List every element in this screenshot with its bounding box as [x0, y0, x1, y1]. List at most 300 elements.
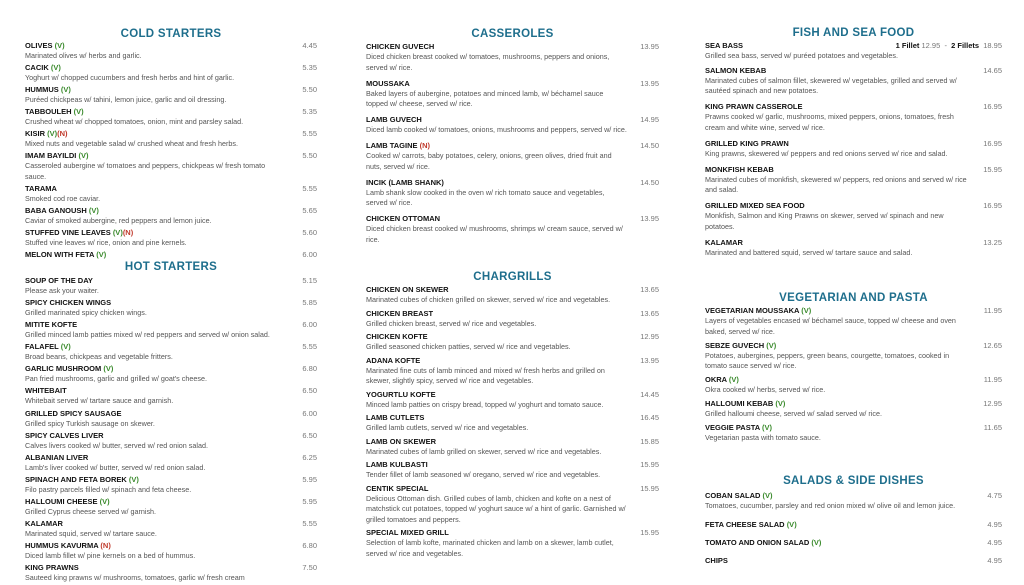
- item-price: 12.95: [640, 332, 659, 341]
- menu-item-stuffed-vine-leaves: [25, 228, 317, 249]
- vegetarian-tag: (V): [103, 364, 114, 374]
- item-name: KALAMAR: [705, 237, 743, 247]
- menu-item-garlic-mushroom: [25, 364, 317, 385]
- item-name: MONKFISH KEBAB: [705, 164, 774, 174]
- item-description: Grilled seasoned chicken patties, served w/ rice and vegetables.: [366, 342, 571, 351]
- item-name-line: [705, 165, 1002, 175]
- menu-item-king-prawns: [25, 563, 317, 584]
- menu-item-incik-lamb-shank: [366, 178, 659, 209]
- vegetarian-tag: (V): [54, 41, 65, 50]
- item-price: 6.00: [302, 249, 317, 259]
- item-price: 16.95: [983, 138, 1002, 148]
- item-description: Whitebait served w/ tartare sauce and garnish.: [25, 396, 174, 406]
- item-name-line: [25, 386, 317, 396]
- section-title: FISH AND SEA FOOD: [792, 27, 915, 39]
- menu-item-special-mixed-grill: [366, 528, 659, 559]
- vegetarian-tag: (V): [112, 227, 123, 237]
- vegetarian-tag: (V): [88, 205, 99, 215]
- vegetarian-tag: (V): [50, 63, 61, 72]
- item-price: 13.95: [640, 78, 659, 88]
- menu-item-lamb-tagine: [366, 141, 659, 172]
- vegetarian-tag: (V): [775, 399, 786, 408]
- item-name-line: [705, 238, 1002, 248]
- menu-item-hummus-kavurma: [25, 541, 317, 562]
- item-name-line: [366, 79, 659, 89]
- item-description: Yoghurt w/ chopped cucumbers and fresh herbs and hint of garlic.: [25, 73, 235, 82]
- item-name: CHICKEN ON SKEWER: [366, 285, 449, 294]
- item-name: CENTIK SPECIAL: [366, 483, 429, 493]
- item-price: 13.95: [640, 214, 659, 223]
- item-price: 6.80: [302, 541, 317, 551]
- item-price: 16.95: [983, 102, 1002, 111]
- item-price: 6.80: [302, 364, 317, 374]
- item-name: LAMB CUTLETS: [366, 413, 425, 422]
- item-price: 5.55: [302, 342, 317, 352]
- menu-item-soup-of-the-day: [25, 276, 317, 297]
- item-name: CHICKEN OTTOMAN: [366, 214, 441, 223]
- menu-item-kalamar: [25, 519, 317, 540]
- vegetarian-tag: (V): [786, 519, 797, 529]
- menu-item-melon-with-feta: [25, 250, 317, 260]
- item-name: VEGETARIAN MOUSSAKA: [705, 306, 800, 315]
- item-description: Mixed nuts and vegetable salad w/ crushed wheat and fresh herbs.: [25, 139, 238, 148]
- item-name: BABA GANOUSH: [25, 205, 87, 215]
- item-name: HALLOUMI KEBAB: [705, 399, 774, 408]
- item-name-line: [366, 42, 659, 52]
- item-name: LAMB ON SKEWER: [366, 436, 436, 446]
- vegetarian-tag: (V): [766, 340, 777, 350]
- item-description: Okra cooked w/ herbs, served w/ rice.: [705, 385, 826, 394]
- menu-item-hummus: [25, 85, 317, 106]
- item-name-line: [705, 520, 1002, 530]
- item-price: 5.35: [302, 63, 317, 72]
- item-description: Delicious Ottoman dish. Grilled cubes of lamb, chicken and kofte on a nest of matchstick cut potatoes, topped w/ yoghurt sauce w/ a hint of garlic. Garnished w/ grilled tomatoes and peppers.: [366, 493, 626, 524]
- item-name-line: [366, 285, 659, 295]
- item-name-line: [25, 184, 317, 194]
- section-hot-starters: [25, 260, 317, 585]
- item-name: CHIPS: [705, 555, 728, 565]
- item-name-line: [705, 423, 1002, 433]
- item-name-line: [366, 214, 659, 224]
- item-name: KALAMAR: [25, 519, 63, 529]
- item-name-line: [366, 413, 659, 423]
- item-name-line: [25, 151, 317, 161]
- item-name: CHICKEN GUVECH: [366, 42, 435, 51]
- menu-item-kisir: [25, 129, 317, 150]
- menu-item-albanian-liver: [25, 453, 317, 474]
- menu-item-okra: [705, 375, 1002, 396]
- item-description: Sauteed king prawns w/ mushrooms, tomatoes, garlic w/ fresh cream: [25, 573, 245, 583]
- item-name-line: [705, 556, 1002, 566]
- item-price: 14.95: [640, 115, 659, 124]
- menu-item-lamb-guvech: [366, 115, 659, 136]
- menu-item-olives: [25, 41, 317, 62]
- item-description: Grilled minced lamb patties mixed w/ red peppers and served w/ onion salad.: [25, 330, 270, 340]
- item-description: Grilled Cyprus cheese served w/ garnish.: [25, 506, 157, 516]
- item-price: 15.95: [640, 460, 659, 469]
- item-price: 15.85: [640, 436, 659, 446]
- item-price: 5.55: [302, 183, 317, 193]
- item-name-line: [25, 453, 317, 463]
- section-salads-and-side-dishes: [705, 474, 1002, 574]
- item-description: Broad beans, chickpeas and vegetable fritters.: [25, 352, 173, 362]
- menu-item-grilled-spicy-sausage: [25, 409, 317, 430]
- menu-item-halloumi-cheese: [25, 497, 317, 518]
- item-name-line: [25, 475, 317, 485]
- section-title: CHARGRILLS: [473, 271, 552, 283]
- item-name: HUMMUS KAVURMA: [25, 541, 99, 551]
- item-price: 16.95: [983, 201, 1002, 210]
- item-description: Tender fillet of lamb seasoned w/ oregano, served w/ rice and vegetables.: [366, 470, 601, 479]
- menu-item-kalamar: [705, 238, 1002, 259]
- item-price: 16.45: [640, 413, 659, 422]
- item-name-line: [25, 497, 317, 507]
- item-name-line: [705, 538, 1002, 548]
- item-price: 13.65: [640, 285, 659, 294]
- item-name: SPECIAL MIXED GRILL: [366, 528, 449, 537]
- vegetarian-tag: (V): [811, 537, 822, 547]
- item-price: 12.65: [983, 340, 1002, 350]
- menu-item-tarama: [25, 184, 317, 205]
- item-description: Grilled spicy Turkish sausage on skewer.: [25, 418, 155, 428]
- item-description: Marinated olives w/ herbs and garlic.: [25, 51, 142, 60]
- item-name-line: [366, 460, 659, 470]
- item-name: LAMB KULBASTI: [366, 460, 428, 469]
- item-name-line: [25, 228, 317, 238]
- menu-item-lamb-on-skewer: [366, 437, 659, 458]
- nuts-tag: (N): [100, 541, 111, 551]
- item-name-line: [366, 141, 659, 151]
- menu-item-feta-cheese-salad: [705, 520, 1002, 530]
- item-price: 6.25: [302, 452, 317, 462]
- item-name: STUFFED VINE LEAVES: [25, 227, 111, 237]
- item-name-line: [705, 102, 1002, 112]
- menu-item-lamb-kulbasti: [366, 460, 659, 481]
- item-name: YOGURTLU KOFTE: [366, 389, 436, 399]
- item-name: MOUSSAKA: [366, 78, 410, 88]
- section-chargrills: [366, 270, 659, 562]
- item-price: 13.25: [983, 237, 1002, 247]
- item-name-line: [25, 431, 317, 441]
- option-separator: -: [944, 41, 947, 50]
- item-description: Marinated and battered squid, served w/ tartare sauce and salad.: [705, 247, 913, 257]
- item-price: 6.00: [302, 320, 317, 330]
- item-description: Marinated cubes of chicken grilled on skewer, served w/ rice and vegetables.: [366, 295, 611, 304]
- item-name: SPICY CHICKEN WINGS: [25, 298, 112, 308]
- item-name-line: [25, 519, 317, 529]
- section-cold-starters: [25, 27, 317, 261]
- menu-item-tabbouleh: [25, 107, 317, 128]
- item-price: 15.95: [640, 528, 659, 537]
- menu-item-salmon-kebab: [705, 66, 1002, 97]
- vegetarian-tag: (V): [47, 129, 58, 138]
- item-name-line: [366, 115, 659, 125]
- item-name: MITITE KOFTE: [25, 320, 78, 330]
- item-price: 14.45: [640, 389, 659, 399]
- menu-item-spicy-chicken-wings: [25, 298, 317, 319]
- item-name-line: [25, 298, 317, 308]
- item-description: Marinated fine cuts of lamb minced and mixed w/ fresh herbs and grilled on skewer, slightly spicy, served w/ rice and vegetables.: [366, 365, 605, 385]
- item-name: VEGGIE PASTA: [705, 423, 760, 432]
- item-name-line: [366, 309, 659, 319]
- menu-item-centik-special: [366, 484, 659, 526]
- item-name-line: [366, 437, 659, 447]
- item-description: Diced lamb fillet w/ pine kernels on a bed of hummus.: [25, 551, 196, 561]
- item-name: TOMATO AND ONION SALAD: [705, 537, 810, 547]
- item-name: GRILLED KING PRAWN: [705, 138, 789, 148]
- item-name: SPICY CALVES LIVER: [25, 430, 104, 440]
- item-name-line: [25, 342, 317, 352]
- item-name: ADANA KOFTE: [366, 355, 421, 365]
- item-price: 5.65: [302, 205, 317, 215]
- item-description: Cooked w/ carrots, baby potatoes, celery, onions, green olives, dried fruit and nuts, served w/ rice.: [366, 151, 612, 171]
- item-name-line: [705, 201, 1002, 211]
- item-name: LAMB GUVECH: [366, 115, 422, 124]
- menu-item-sea-bass: [705, 41, 1002, 62]
- item-description: Crushed wheat w/ chopped tomatoes, onion, mint and parsley salad.: [25, 117, 244, 126]
- item-name: SPINACH AND FETA BOREK: [25, 474, 127, 484]
- item-description: Grilled lamb cutlets, served w/ rice and vegetables.: [366, 423, 529, 432]
- item-description: Marinated cubes of monkfish, skewered w/ peppers, red onions and served w/ rice and salad.: [705, 174, 967, 194]
- item-name-line: [366, 332, 659, 342]
- item-description: Grilled marinated spicy chicken wings.: [25, 308, 147, 318]
- item-name-line: [25, 41, 317, 51]
- item-description: Diced chicken breast cooked w/ tomatoes, mushrooms, peppers and onions, served w/ rice.: [366, 52, 610, 72]
- item-name: CHICKEN KOFTE: [366, 332, 428, 341]
- menu-item-chips: [705, 556, 1002, 566]
- item-description: Minced lamb patties on crispy bread, topped w/ yoghurt and tomato sauce.: [366, 399, 604, 409]
- item-price: 4.95: [987, 555, 1002, 565]
- item-name-line: [705, 139, 1002, 149]
- section-vegetarian-and-pasta: [705, 291, 1002, 447]
- menu-item-lamb-cutlets: [366, 413, 659, 434]
- menu-item-monkfish-kebab: [705, 165, 1002, 196]
- item-description: Tomatoes, cucumber, parsley and red onion mixed w/ olive oil and lemon juice.: [705, 501, 956, 510]
- item-name-line: [705, 306, 1002, 316]
- item-name-line: [25, 364, 317, 374]
- item-description: Stuffed vine leaves w/ rice, onion and pine kernels.: [25, 237, 187, 247]
- menu-item-veggie-pasta: [705, 423, 1002, 444]
- item-description: Caviar of smoked aubergine, red peppers and lemon juice.: [25, 215, 212, 225]
- item-name-line: [366, 528, 659, 538]
- section-title: CASSEROLES: [471, 28, 554, 40]
- item-description: Monkfish, Salmon and King Prawns on skewer, served w/ spinach and new potatoes.: [705, 211, 944, 231]
- menu-item-grilled-mixed-sea-food: [705, 201, 1002, 232]
- menu-item-coban-salad: [705, 491, 1002, 512]
- menu-item-tomato-and-onion-salad: [705, 538, 1002, 548]
- item-name-line: [25, 409, 317, 419]
- menu-item-king-prawn-casserole: [705, 102, 1002, 133]
- item-name: CACIK: [25, 63, 49, 72]
- vegetarian-tag: (V): [762, 491, 773, 500]
- item-description: Prawns cooked w/ garlic, mushrooms, mixed peppers, onions, tomatoes, fresh cream and white wine, served w/ rice.: [705, 112, 954, 132]
- item-name-line: [25, 63, 317, 73]
- item-name-line: [366, 390, 659, 400]
- item-name: KISIR: [25, 129, 46, 138]
- item-name: KING PRAWN CASSEROLE: [705, 102, 803, 111]
- item-name: FALAFEL: [25, 342, 59, 352]
- item-name: OLIVES: [25, 41, 53, 50]
- item-name: SALMON KEBAB: [705, 65, 767, 75]
- item-price: 13.65: [640, 308, 659, 318]
- item-description: Puréed chickpeas w/ tahini, lemon juice, garlic and oil dressing.: [25, 95, 227, 104]
- item-description: Baked layers of aubergine, potatoes and minced lamb, w/ béchamel sauce topped w/ cheese, served w/ rice.: [366, 88, 604, 108]
- item-price: 4.45: [302, 41, 317, 50]
- vegetarian-tag: (V): [128, 474, 139, 484]
- item-name-line: [25, 320, 317, 330]
- item-price: 6.00: [302, 408, 317, 418]
- item-name: KING PRAWNS: [25, 563, 79, 573]
- item-price: 5.60: [302, 227, 317, 237]
- item-description: Diced chicken breast cooked w/ mushrooms, shrimps w/ cream sauce, served w/ rice.: [366, 224, 623, 244]
- menu-item-imam-bayildi: [25, 151, 317, 182]
- item-name-line: [366, 178, 659, 188]
- item-name-line: [25, 276, 317, 286]
- menu-item-falafel: [25, 342, 317, 363]
- nuts-tag: (N): [57, 129, 68, 138]
- item-price: 15.95: [983, 164, 1002, 174]
- item-name-line: [25, 250, 317, 260]
- item-price: 6.50: [302, 386, 317, 396]
- section-fish-and-sea-food: [705, 26, 1002, 264]
- item-name: SOUP OF THE DAY: [25, 276, 93, 285]
- item-price: 14.50: [640, 177, 659, 187]
- vegetarian-tag: (V): [73, 107, 84, 116]
- item-description: Filo pastry parcels filled w/ spinach and feta cheese.: [25, 484, 192, 494]
- item-description: Marinated cubes of lamb grilled on skewer, served w/ rice and vegetables.: [366, 446, 602, 456]
- item-price: 4.95: [987, 537, 1002, 547]
- item-price: 7.50: [302, 563, 317, 573]
- item-description: Potatoes, aubergines, peppers, green beans, courgette, tomatoes, cooked in tomato sauce served w/ rice.: [705, 350, 950, 370]
- menu-item-chicken-breast: [366, 309, 659, 330]
- vegetarian-tag: (V): [60, 342, 71, 352]
- section-title: HOT STARTERS: [124, 261, 218, 273]
- item-name: GARLIC MUSHROOM: [25, 364, 102, 374]
- item-name: WHITEBAIT: [25, 386, 67, 396]
- menu-item-grilled-king-prawn: [705, 139, 1002, 160]
- item-name: INCIK (LAMB SHANK): [366, 177, 444, 187]
- item-name: MELON WITH FETA: [25, 249, 95, 259]
- item-description: Marinated squid, served w/ tartare sauce.: [25, 529, 157, 539]
- item-description: Layers of vegetables encased w/ béchamel sauce, topped w/ cheese and oven baked, served w/ rice.: [705, 316, 956, 336]
- item-price: 5.15: [302, 276, 317, 285]
- item-price: 5.50: [302, 85, 317, 94]
- item-price: 5.85: [302, 298, 317, 308]
- item-name: LAMB TAGINE: [366, 141, 418, 150]
- item-price: 5.35: [302, 107, 317, 116]
- item-name-line: [25, 107, 317, 117]
- menu-item-vegetarian-moussaka: [705, 306, 1002, 337]
- vegetarian-tag: (V): [761, 423, 772, 432]
- vegetarian-tag: (V): [60, 85, 71, 94]
- item-price: 14.50: [640, 141, 659, 150]
- item-description: Lamb shank slow cooked in the oven w/ rich tomato sauce and vegetables, served w/ rice.: [366, 187, 605, 207]
- item-name-line: [366, 356, 659, 366]
- item-name: ALBANIAN LIVER: [25, 452, 89, 462]
- item-name: TARAMA: [25, 183, 57, 193]
- item-description: Lamb's liver cooked w/ butter, served w/ red onion salad.: [25, 462, 206, 472]
- item-name: GRILLED MIXED SEA FOOD: [705, 201, 805, 210]
- item-price: 5.95: [302, 474, 317, 484]
- item-description: Calves livers cooked w/ butter, served w/ red onion salad.: [25, 440, 208, 450]
- item-name: HUMMUS: [25, 85, 59, 94]
- item-price: 5.55: [302, 129, 317, 138]
- item-name-line: [25, 85, 317, 95]
- item-description: Vegetarian pasta with tomato sauce.: [705, 433, 821, 442]
- item-description: King prawns, skewered w/ peppers and red onions served w/ rice and salad.: [705, 148, 948, 158]
- item-name-line: [25, 541, 317, 551]
- item-description: Marinated cubes of salmon fillet, skewered w/ vegetables, grilled and served w/ sautéed spinach and new potatoes.: [705, 75, 957, 95]
- menu-item-halloumi-kebab: [705, 399, 1002, 420]
- item-name-line: [25, 563, 317, 573]
- item-description: Casseroled aubergine w/ tomatoes and peppers, chickpeas w/ fresh tomato sauce.: [25, 161, 266, 181]
- item-description: Smoked cod roe caviar.: [25, 193, 101, 203]
- menu-item-chicken-guvech: [366, 42, 659, 73]
- item-name-line: [705, 399, 1002, 409]
- item-name: IMAM BAYILDI: [25, 151, 77, 160]
- item-description: Grilled chicken breast, served w/ rice and vegetables.: [366, 318, 537, 328]
- vegetarian-tag: (V): [99, 496, 110, 506]
- item-price: 13.95: [640, 42, 659, 51]
- section-title: VEGETARIAN AND PASTA: [779, 292, 928, 304]
- item-price: 5.95: [302, 496, 317, 506]
- sea-bass-price-options: [896, 41, 1002, 51]
- section-title: COLD STARTERS: [120, 28, 222, 40]
- item-name-line: [705, 341, 1002, 351]
- item-name: COBAN SALAD: [705, 491, 761, 500]
- menu-item-spicy-calves-liver: [25, 431, 317, 452]
- item-name-line: [705, 66, 1002, 76]
- item-description: Please ask your waiter.: [25, 286, 99, 295]
- option-2-label: 2 Fillets: [951, 41, 980, 50]
- item-price: 5.50: [302, 151, 317, 160]
- item-description: Grilled sea bass, served w/ puréed potatoes and vegetables.: [705, 51, 898, 60]
- option-1-label: 1 Fillet: [895, 41, 920, 50]
- item-price: 11.95: [983, 306, 1002, 315]
- item-description: Selection of lamb kofte, marinated chicken and lamb on a skewer, lamb cutlet, served w/ rice and vegetables.: [366, 538, 614, 558]
- menu-item-moussaka: [366, 79, 659, 110]
- item-price: 5.55: [302, 519, 317, 529]
- item-name-line: [705, 491, 1002, 501]
- option-1-price: 12.95: [921, 41, 941, 50]
- menu-item-cacik: [25, 63, 317, 84]
- option-2-price: 18.95: [983, 41, 1002, 50]
- item-name: CHICKEN BREAST: [366, 308, 434, 318]
- item-name-line: [25, 129, 317, 139]
- item-name-line: [366, 484, 659, 494]
- menu-item-spinach-and-feta-borek: [25, 475, 317, 496]
- item-price: 11.65: [983, 423, 1002, 432]
- vegetarian-tag: (V): [801, 306, 812, 315]
- menu-item-mitite-kofte: [25, 320, 317, 341]
- nuts-tag: (N): [419, 141, 431, 150]
- item-name: OKRA: [705, 375, 727, 384]
- item-name: GRILLED SPICY SAUSAGE: [25, 408, 122, 418]
- menu-item-chicken-ottoman: [366, 214, 659, 245]
- menu-item-chicken-kofte: [366, 332, 659, 353]
- item-price: 4.75: [987, 491, 1002, 500]
- section-casseroles: [366, 27, 659, 251]
- menu-item-yogurtlu-kofte: [366, 390, 659, 411]
- vegetarian-tag: (V): [96, 249, 107, 259]
- menu-item-whitebait: [25, 386, 317, 407]
- section-title: SALADS & SIDE DISHES: [783, 475, 924, 487]
- menu-item-chicken-on-skewer: [366, 285, 659, 306]
- item-name-line: [705, 375, 1002, 385]
- item-price: 6.50: [302, 430, 317, 440]
- item-name: HALLOUMI CHEESE: [25, 496, 98, 506]
- item-price: 14.65: [983, 65, 1002, 75]
